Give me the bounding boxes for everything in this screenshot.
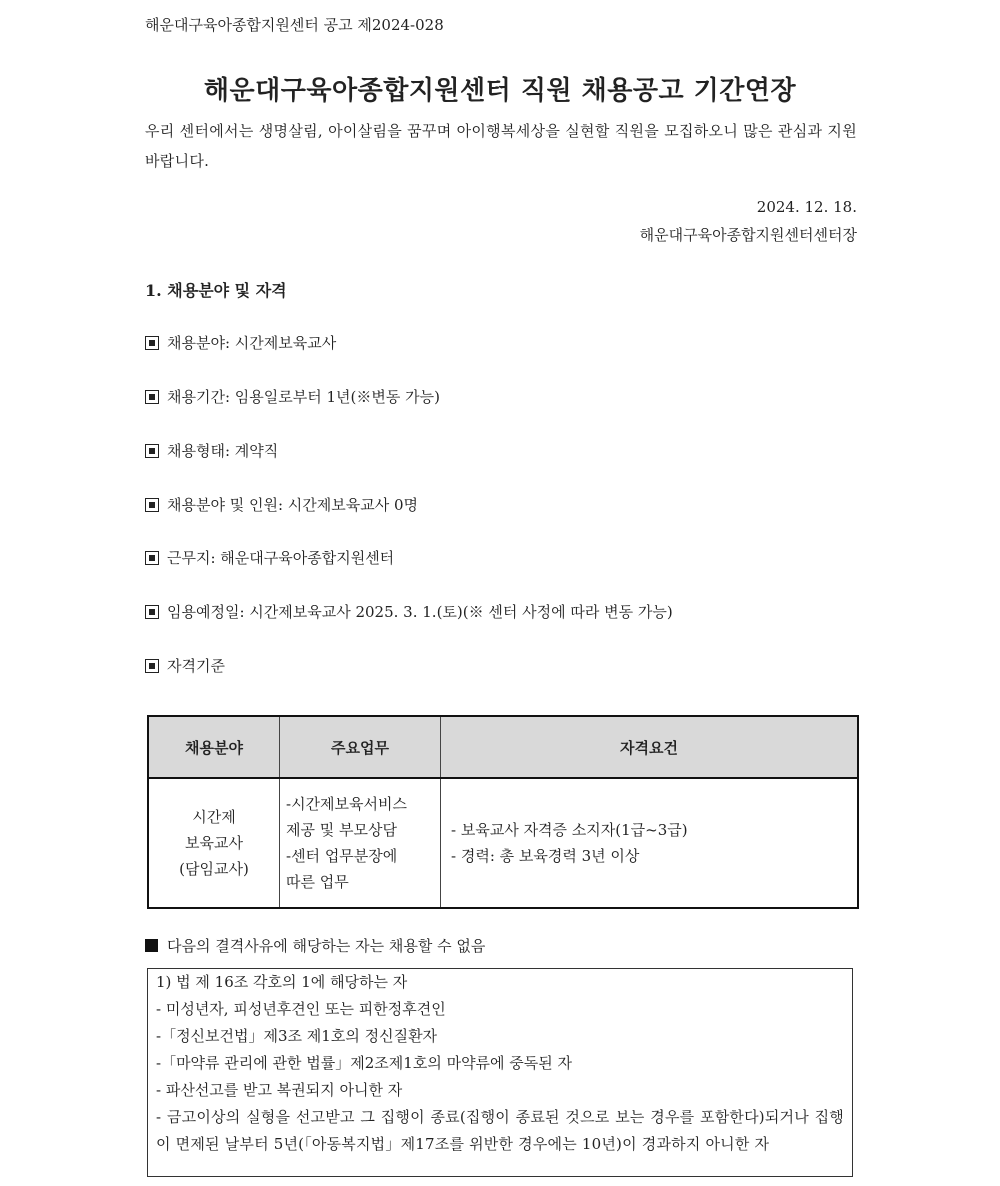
checkbox-bullet-icon — [145, 390, 159, 404]
disqualification-line: - 미성년자, 피성년후견인 또는 피한정후견인 — [156, 1000, 446, 1018]
list-item — [145, 601, 673, 622]
cell-line: 시간제 — [192, 808, 236, 826]
cell-line: 제공 및 부모상담 — [286, 821, 397, 839]
checkbox-bullet-icon — [145, 551, 159, 565]
list-item — [145, 386, 440, 407]
list-item — [145, 440, 278, 461]
list-item-text: 채용기간: 임용일로부터 1년(※변동 가능) — [167, 388, 440, 406]
cell-line: 따른 업무 — [286, 873, 349, 891]
disqualification-heading-text: 다음의 결격사유에 해당하는 자는 채용할 수 없음 — [167, 937, 486, 955]
cell-line: - 경력: 총 보육경력 3년 이상 — [451, 847, 640, 865]
list-item-text: 자격기준 — [167, 657, 225, 675]
list-item — [145, 332, 336, 353]
disqualification-line: -「마약류 관리에 관한 법률」제2조제1호의 마약류에 중독된 자 — [156, 1054, 573, 1072]
list-item-text: 근무지: 해운대구육아종합지원센터 — [167, 549, 395, 567]
disqualification-heading — [145, 935, 485, 956]
list-item — [145, 655, 225, 676]
column-header: 채용분야 — [148, 716, 280, 778]
disqualification-line: 1) 법 제 16조 각호의 1에 해당하는 자 — [156, 973, 408, 991]
cell-line: -시간제보육서비스 — [286, 795, 407, 813]
list-item-text: 채용형태: 계약직 — [167, 442, 279, 460]
checkbox-bullet-icon — [145, 444, 159, 458]
qualification-table — [147, 715, 859, 909]
announcement-date: 2024. 12. 18. — [756, 198, 857, 216]
cell-line: - 보육교사 자격증 소지자(1급~3급) — [451, 821, 688, 839]
section-heading: 1. 채용분야 및 자격 — [145, 281, 287, 300]
requirements-cell — [441, 778, 859, 908]
checkbox-bullet-icon — [145, 498, 159, 512]
page-title: 해운대구육아종합지원센터 직원 채용공고 기간연장 — [203, 76, 797, 106]
table-row — [148, 778, 858, 908]
list-item-text: 채용분야: 시간제보육교사 — [167, 334, 337, 352]
list-item-text: 채용분야 및 인원: 시간제보육교사 0명 — [167, 496, 419, 514]
disqualification-line: - 금고이상의 실형을 선고받고 그 집행이 종료(집행이 종료된 것으로 보는 경우를 포함한다)되거나 집행이 면제된 날부터 5년(「아동복지법」제17조를 위반한 경우에는 10년)이 경과하지 아니한 자 — [156, 1108, 844, 1153]
disqualification-box — [147, 968, 853, 1177]
list-item — [145, 547, 394, 568]
checkbox-bullet-icon — [145, 659, 159, 673]
column-header: 자격요건 — [441, 716, 859, 778]
intro-paragraph: 우리 센터에서는 생명살림, 아이살림을 꿈꾸며 아이행복세상을 실현할 직원을 모집하오니 많은 관심과 지원 바랍니다. — [145, 122, 857, 170]
cell-line: 보육교사 — [185, 834, 243, 852]
disqualification-line: - 파산선고를 받고 복권되지 아니한 자 — [156, 1081, 403, 1099]
cell-line: -센터 업무분장에 — [286, 847, 398, 865]
list-item — [145, 494, 418, 515]
list-item-text: 임용예정일: 시간제보육교사 2025. 3. 1.(토)(※ 센터 사정에 따라 변동 가능) — [167, 603, 673, 621]
square-bullet-icon — [145, 939, 158, 952]
checkbox-bullet-icon — [145, 605, 159, 619]
document-number: 해운대구육아종합지원센터 공고 제2024-028 — [145, 16, 444, 34]
column-header: 주요업무 — [280, 716, 441, 778]
duties-cell — [280, 778, 441, 908]
table-header-row — [148, 716, 858, 778]
issuer-name: 해운대구육아종합지원센터센터장 — [639, 226, 857, 244]
disqualification-line: -「정신보건법」제3조 제1호의 정신질환자 — [156, 1027, 438, 1045]
checkbox-bullet-icon — [145, 336, 159, 350]
cell-line: (담임교사) — [179, 860, 249, 878]
field-cell — [148, 778, 280, 908]
